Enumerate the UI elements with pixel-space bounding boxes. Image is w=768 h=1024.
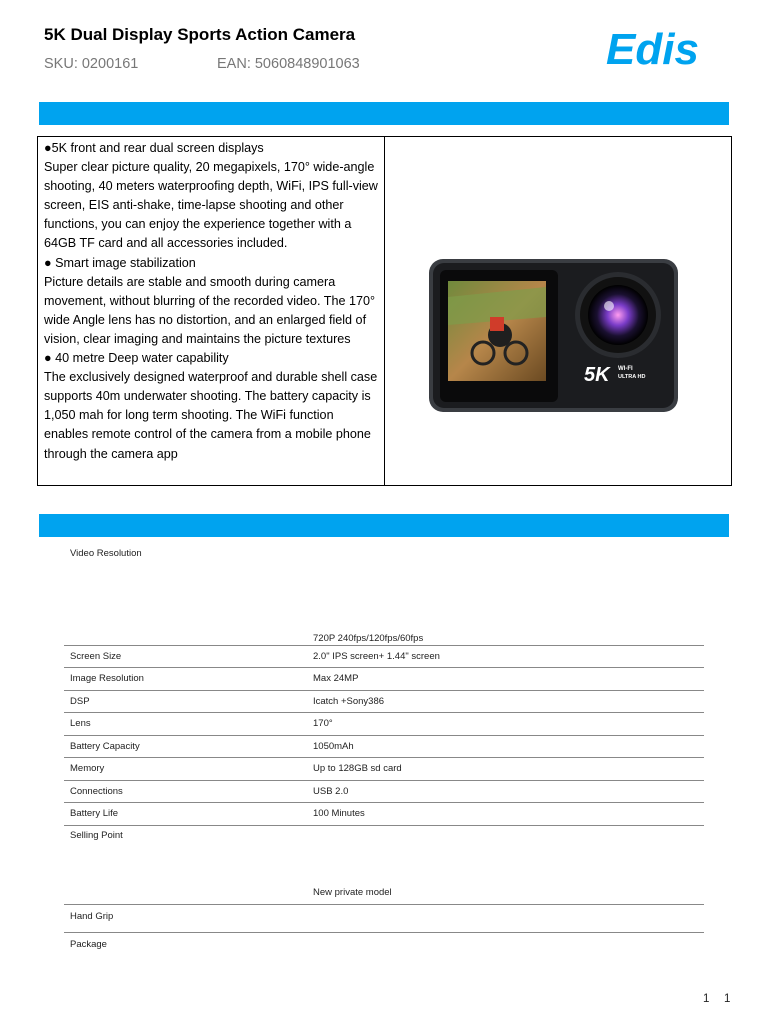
spec-row (64, 781, 704, 803)
features-header-bar (39, 102, 729, 125)
spec-value: Max 24MP (313, 673, 359, 684)
spec-row (64, 631, 704, 646)
action-camera-image (428, 257, 680, 415)
svg-text:WI-FI: WI-FI (618, 366, 633, 372)
spec-label: Battery Life (70, 808, 119, 819)
feature-bullet-2: ● Smart image stabilization (44, 255, 196, 270)
spec-label: Battery Capacity (70, 741, 140, 752)
spec-table (64, 631, 704, 957)
feature-desc-2: Picture details are stable and smooth during camera movement, without blurring of the recorded video. The 170° wide Angle lens has no distortion, and an enlarged field of vision, clear imaging and maintains the picture textures (44, 274, 376, 346)
feature-desc-1: Super clear picture quality, 20 megapixels, 170° wide-angle shooting, 40 meters waterproofing depth, WiFi, IPS full-view screen, EIS anti-shake, time-lapse shooting and other functions, you can enjoy the experience together with a 64GB TF card and all accessories included. (44, 160, 378, 251)
svg-text:5K: 5K (584, 364, 610, 386)
spec-label: Connections (70, 786, 123, 797)
spec-value: USB 2.0 (313, 786, 349, 797)
features-text (38, 137, 385, 485)
spec-value: 100 Minutes (313, 808, 365, 819)
spec-value: 170° (313, 718, 333, 729)
edis-logo (604, 22, 718, 70)
specs-header-bar (39, 514, 729, 537)
page-current: 1 (703, 993, 710, 1005)
spec-row (64, 826, 704, 905)
spec-value: 720P 240fps/120fps/60fps (313, 633, 424, 644)
spec-row (64, 691, 704, 713)
spec-label: Package (70, 939, 107, 950)
spec-row (64, 713, 704, 736)
svg-text:ULTRA HD: ULTRA HD (618, 374, 646, 380)
spec-row (64, 803, 704, 826)
spec-label-video-resolution: Video Resolution (70, 548, 142, 559)
spec-label: Lens (70, 718, 91, 729)
feature-bullet-3: ● 40 metre Deep water capability (44, 351, 229, 366)
spec-value: Up to 128GB sd card (313, 763, 402, 774)
feature-bullet-1: ●5K front and rear dual screen displays (44, 141, 264, 155)
spec-label: Screen Size (70, 651, 122, 662)
ean-label: EAN: 5060848901063 (217, 56, 360, 72)
spec-row (64, 933, 704, 957)
spec-row (64, 905, 704, 933)
features-box (37, 136, 732, 486)
spec-value: Icatch +Sony386 (313, 696, 385, 707)
svg-text:Edis: Edis (606, 25, 699, 70)
spec-label: Memory (70, 763, 105, 774)
sku-label: SKU: 0200161 (44, 56, 139, 72)
page-total: 1 (724, 993, 731, 1005)
spec-row (64, 736, 704, 758)
spec-value: 2.0" IPS screen+ 1.44" screen (313, 651, 440, 662)
product-image-cell (385, 137, 731, 485)
spec-row (64, 646, 704, 668)
spec-label: Image Resolution (70, 673, 144, 684)
spec-row (64, 668, 704, 691)
spec-value: 1050mAh (313, 741, 354, 752)
spec-label: DSP (70, 696, 90, 707)
spec-value: New private model (313, 887, 392, 898)
spec-label: Hand Grip (70, 911, 114, 922)
feature-desc-3: The exclusively designed waterproof and durable shell case supports 40m underwater shooting. The battery capacity is 1,050 mah for long term shooting. The WiFi function enables remote control of the camera from a mobile phone through the camera app (44, 370, 378, 461)
page-title: 5K Dual Display Sports Action Camera (44, 25, 356, 44)
spec-label: Selling Point (70, 830, 123, 841)
spec-row (64, 758, 704, 781)
